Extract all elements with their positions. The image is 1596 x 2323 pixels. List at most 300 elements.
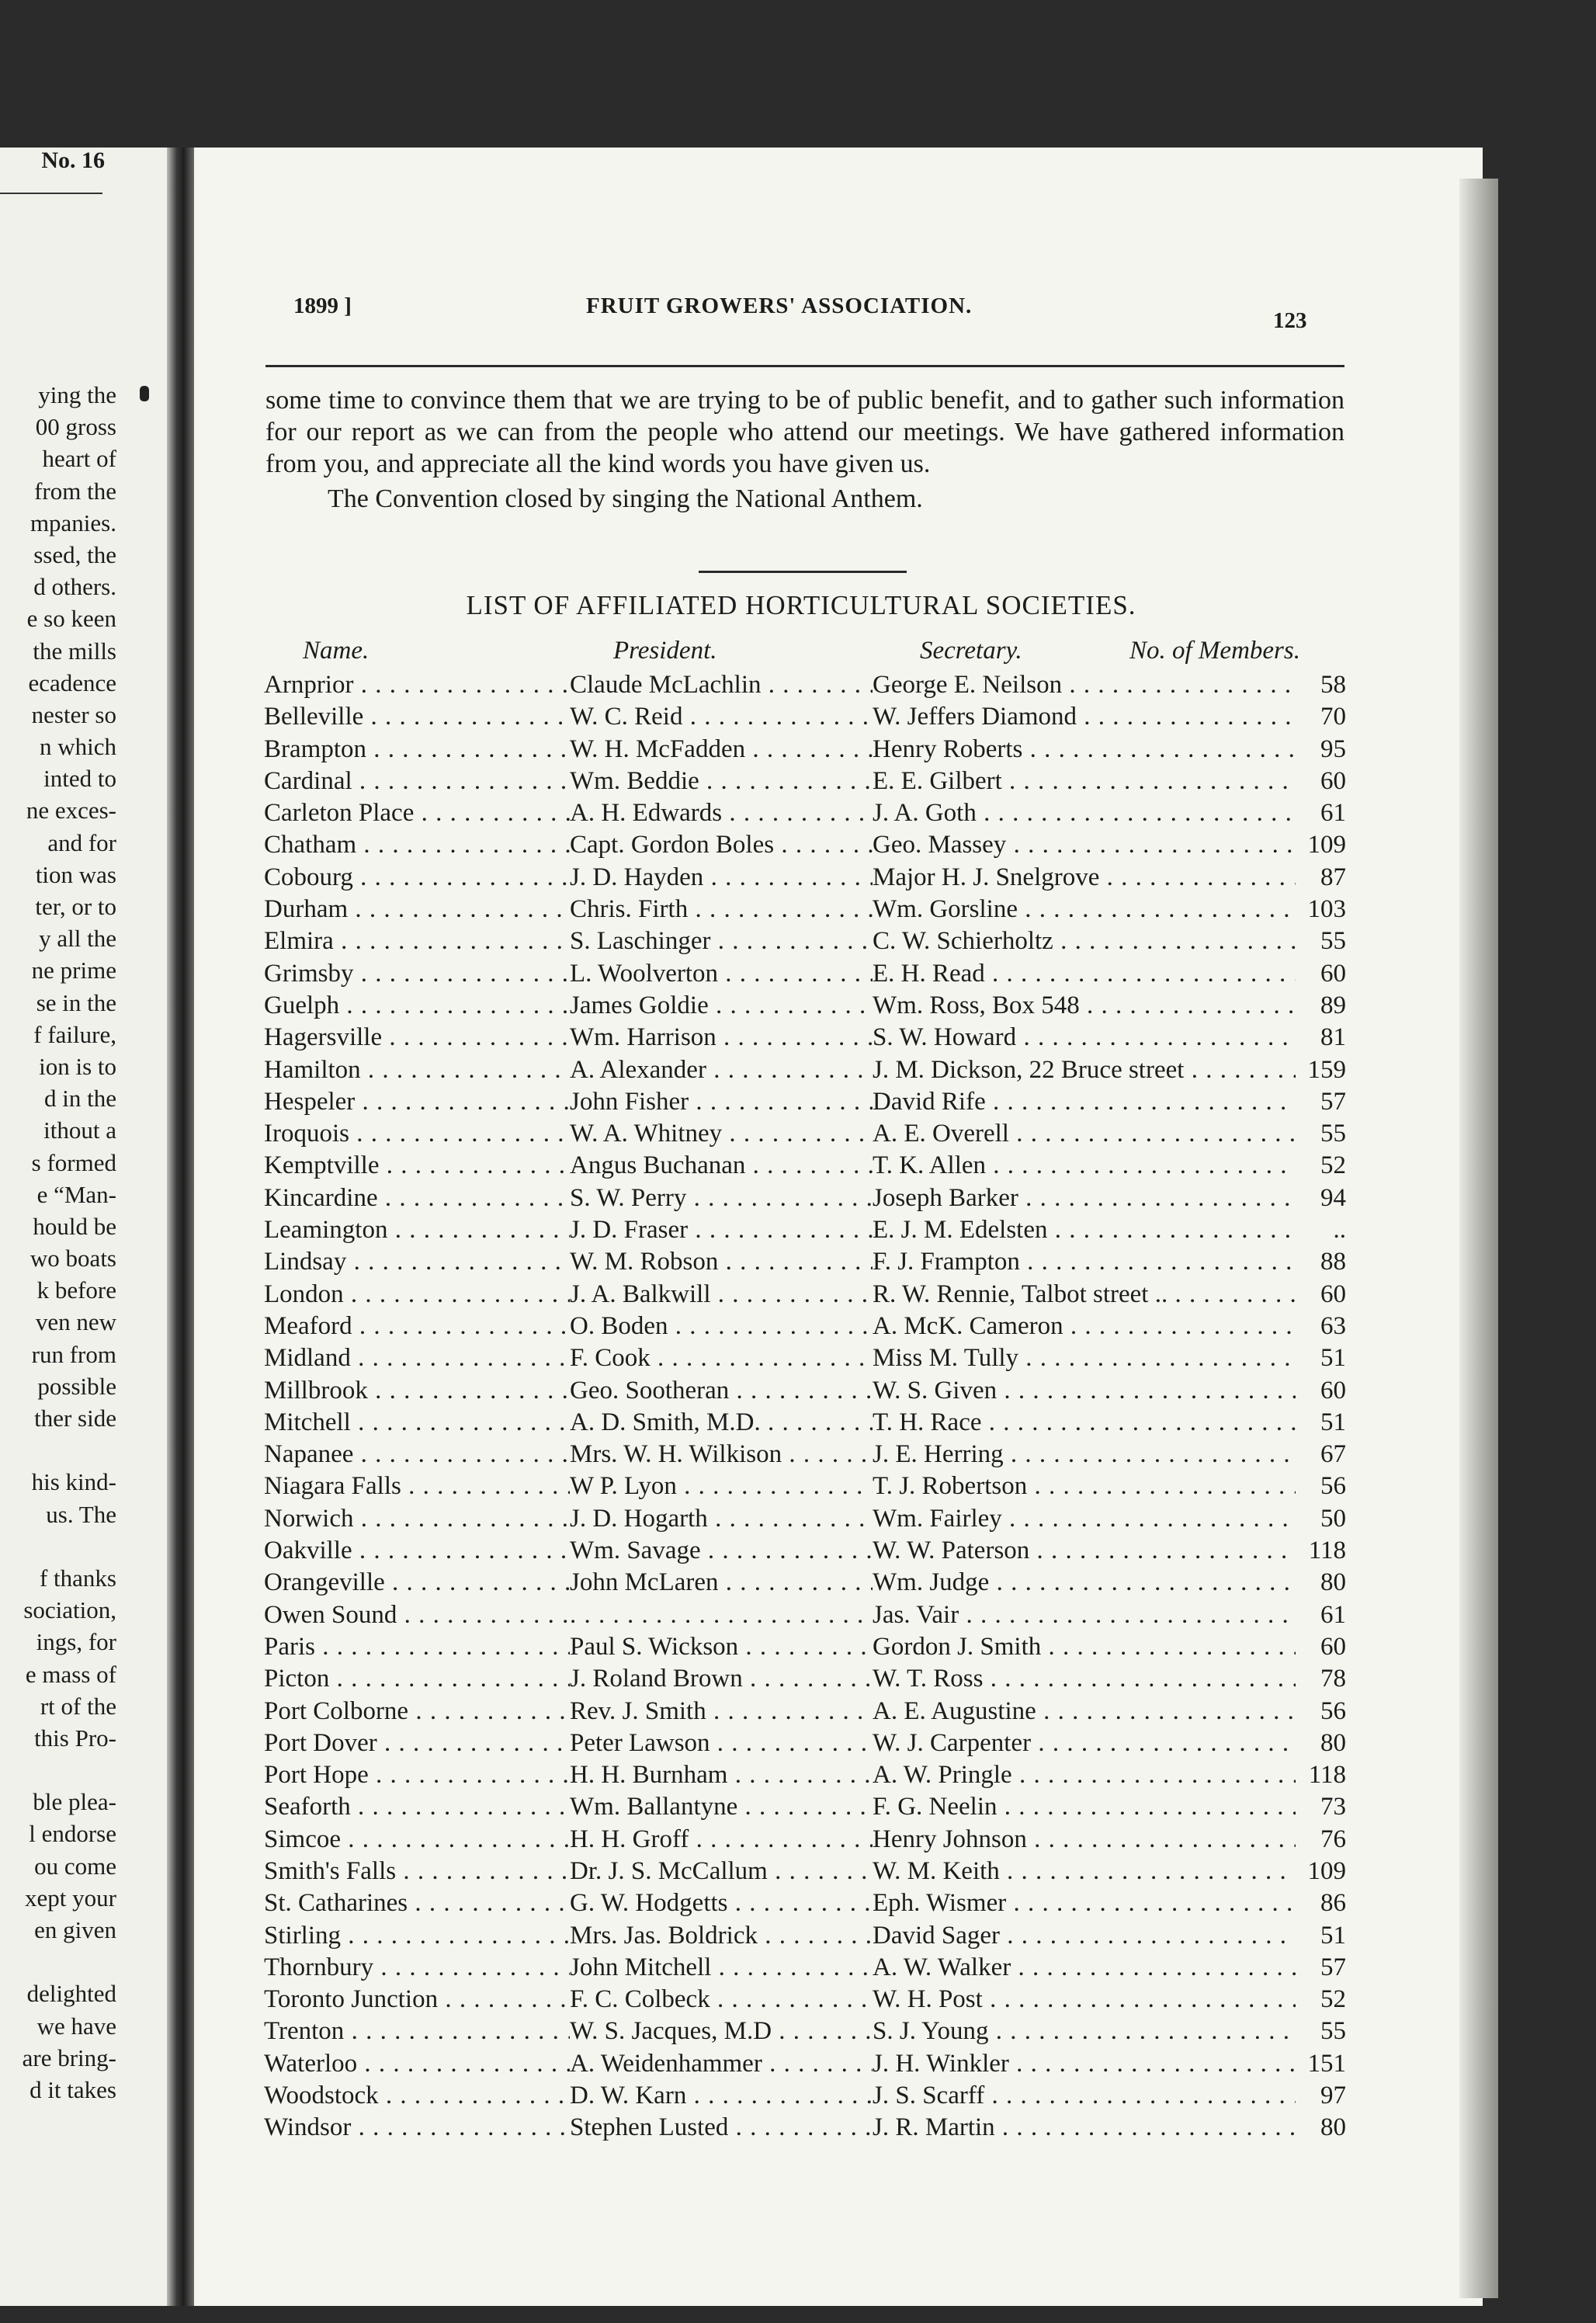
- society-name: Port Colborne: [264, 1696, 409, 1725]
- leader-dots: [351, 2113, 570, 2141]
- society-name: Arnprior: [264, 671, 354, 699]
- leader-dots: [377, 1729, 570, 1757]
- society-members: ..: [1333, 1216, 1346, 1245]
- society-name: Smith's Falls: [264, 1856, 397, 1885]
- society-secretary: Wm. Judge: [873, 1568, 990, 1597]
- society-name-cell: [264, 2016, 570, 2047]
- previous-page-line: are bring-: [22, 2043, 116, 2071]
- society-president: W. S. Jacques, M.D: [570, 2017, 772, 2046]
- society-name-cell: [264, 1952, 570, 1984]
- column-header-secretary: Secretary.: [920, 637, 1022, 665]
- leader-dots: [315, 1633, 570, 1661]
- society-name: Midland: [264, 1344, 351, 1373]
- society-president: F. Cook: [570, 1344, 651, 1373]
- society-president-cell: [570, 1631, 873, 1663]
- society-members-cell: [1296, 1375, 1346, 1407]
- previous-page-line: e “Man-: [36, 1180, 116, 1208]
- previous-page-line: delighted: [26, 1980, 116, 2008]
- leader-dots: [1053, 927, 1296, 955]
- society-president: John Fisher: [570, 1087, 689, 1116]
- leader-dots: [379, 2082, 570, 2109]
- leader-dots: [985, 960, 1296, 988]
- society-president-cell: [570, 1984, 873, 2016]
- leader-dots: [1002, 1505, 1296, 1533]
- table-row: [264, 862, 1347, 894]
- previous-page-line: y all the: [39, 925, 116, 953]
- intro-text: [265, 384, 1344, 515]
- society-president-cell: [570, 797, 873, 829]
- society-secretary: R. W. Rennie, Talbot street ..: [873, 1280, 1168, 1308]
- society-members-cell: [1296, 1696, 1346, 1727]
- previous-page-line: ssed, the: [33, 540, 116, 568]
- society-name: Lindsay: [264, 1248, 347, 1276]
- previous-page-line: ying the: [38, 381, 116, 408]
- society-members: 57: [1320, 1953, 1346, 1981]
- society-secretary-cell: [873, 1054, 1296, 1086]
- leader-dots: [686, 1184, 873, 1212]
- society-president-cell: [570, 1471, 873, 1502]
- previous-page-line: heart of: [42, 445, 116, 473]
- society-secretary-cell: [873, 1887, 1296, 1919]
- society-secretary: J. A. Goth: [873, 799, 977, 828]
- leader-dots: [1027, 1825, 1296, 1853]
- society-president: S. W. Perry: [570, 1183, 687, 1212]
- society-secretary-cell: [873, 1150, 1296, 1182]
- society-name: Kemptville: [264, 1151, 380, 1180]
- leader-dots: [1077, 703, 1296, 731]
- society-name-cell: [264, 701, 570, 733]
- leader-dots: [737, 1793, 873, 1821]
- society-members: 61: [1320, 1600, 1346, 1629]
- previous-page-line: [0, 1946, 116, 1978]
- leader-dots: [718, 960, 873, 988]
- society-name: Meaford: [264, 1311, 352, 1340]
- society-president-cell: [570, 990, 873, 1022]
- society-name-cell: [264, 1118, 570, 1150]
- society-members: 70: [1320, 703, 1346, 731]
- society-members-cell: [1296, 2048, 1346, 2080]
- previous-page-line: [0, 1530, 116, 1562]
- society-name: Durham: [264, 895, 349, 924]
- table-row: [264, 766, 1347, 797]
- society-name-cell: [264, 1920, 570, 1952]
- society-name-cell: [264, 1086, 570, 1118]
- society-members: 151: [1307, 2049, 1346, 2078]
- society-president: Peter Lawson: [570, 1728, 710, 1757]
- society-members: 55: [1320, 2017, 1346, 2046]
- society-secretary-cell: [873, 669, 1296, 701]
- society-name: Kincardine: [264, 1183, 378, 1212]
- leader-dots: [401, 1472, 570, 1500]
- society-members-cell: [1296, 1182, 1346, 1214]
- society-name-cell: [264, 829, 570, 861]
- society-members-cell: [1296, 829, 1346, 861]
- society-secretary: A. McK. Cameron: [873, 1311, 1063, 1340]
- society-secretary-cell: [873, 1631, 1296, 1663]
- society-secretary: Henry Johnson: [873, 1825, 1027, 1853]
- society-members: 56: [1320, 1696, 1346, 1725]
- table-row: [264, 2112, 1347, 2144]
- society-secretary-cell: [873, 1375, 1296, 1407]
- leader-dots: [738, 1633, 873, 1661]
- table-row: [264, 1439, 1347, 1471]
- table-row: [264, 829, 1347, 861]
- previous-page-line: ithout a: [43, 1116, 116, 1144]
- society-secretary: Gordon J. Smith: [873, 1632, 1042, 1661]
- table-row: [264, 1086, 1347, 1118]
- society-name-cell: [264, 2048, 570, 2080]
- leader-dots: [1168, 1280, 1296, 1308]
- society-secretary-cell: [873, 1022, 1296, 1054]
- previous-page-line: n which: [39, 733, 116, 761]
- society-secretary: Miss M. Tully: [873, 1344, 1019, 1373]
- previous-page-line: d others.: [33, 573, 116, 601]
- leader-dots: [986, 1088, 1296, 1116]
- society-president-cell: [570, 1311, 873, 1342]
- leader-dots: [1184, 1056, 1296, 1084]
- header-rule: [265, 365, 1344, 367]
- society-members-cell: [1296, 669, 1346, 701]
- society-members-cell: [1296, 1920, 1346, 1952]
- leader-dots: [989, 1568, 1296, 1596]
- society-president-cell: [570, 1503, 873, 1535]
- society-name: Leamington: [264, 1216, 388, 1245]
- table-row: [264, 1567, 1347, 1599]
- society-members-cell: [1296, 1599, 1346, 1631]
- leader-dots: [986, 1151, 1296, 1179]
- previous-page-line: ings, for: [36, 1628, 116, 1656]
- society-secretary-cell: [873, 1246, 1296, 1278]
- society-name-cell: [264, 1054, 570, 1086]
- society-president: F. C. Colbeck: [570, 1985, 710, 2014]
- society-members: 118: [1308, 1761, 1346, 1790]
- leader-dots: [1047, 1216, 1296, 1244]
- table-row: [264, 990, 1347, 1022]
- society-name: Hagersville: [264, 1023, 383, 1052]
- society-members-cell: [1296, 1246, 1346, 1278]
- society-members-cell: [1296, 766, 1346, 797]
- society-name-cell: [264, 1824, 570, 1856]
- society-members: 63: [1320, 1311, 1346, 1340]
- society-secretary: J. S. Scarff: [873, 2082, 985, 2110]
- leader-dots: [959, 1601, 1296, 1629]
- leader-dots: [353, 863, 570, 891]
- society-secretary: Major H. J. Snelgrove: [873, 863, 1100, 891]
- table-row: [264, 797, 1347, 829]
- society-name-cell: [264, 862, 570, 894]
- society-members: 88: [1320, 1248, 1346, 1276]
- society-president: J. D. Hayden: [570, 863, 704, 891]
- society-secretary-cell: [873, 766, 1296, 797]
- society-president-cell: [570, 1952, 873, 1984]
- society-president-cell: [570, 894, 873, 925]
- leader-dots: [689, 1825, 873, 1853]
- previous-page-line: tion was: [35, 860, 116, 888]
- society-president-cell: [570, 734, 873, 766]
- society-president-cell: [570, 1535, 873, 1567]
- leader-dots: [677, 1472, 873, 1500]
- society-name: Oakville: [264, 1537, 352, 1565]
- leader-dots: [982, 1408, 1296, 1436]
- previous-page-line: this Pro-: [34, 1724, 116, 1752]
- previous-page-line: run from: [31, 1340, 116, 1368]
- society-president: Wm. Savage: [570, 1537, 701, 1565]
- society-president: W. M. Robson: [570, 1248, 719, 1276]
- society-president-cell: [570, 669, 873, 701]
- leader-dots: [710, 927, 873, 955]
- previous-page-line: d it takes: [29, 2075, 116, 2103]
- leader-dots: [438, 1985, 570, 2013]
- society-name: Mitchell: [264, 1408, 351, 1436]
- society-members-cell: [1296, 1342, 1346, 1374]
- society-president-cell: [570, 2016, 873, 2047]
- previous-page-line: ven new: [35, 1308, 116, 1336]
- table-row: [264, 2016, 1347, 2047]
- society-president-cell: [570, 1727, 873, 1759]
- society-president-cell: [570, 1887, 873, 1919]
- society-president-cell: [570, 1150, 873, 1182]
- society-name-cell: [264, 1375, 570, 1407]
- society-members-cell: [1296, 1118, 1346, 1150]
- previous-page-line: sociation,: [23, 1596, 116, 1624]
- leader-dots: [351, 1344, 570, 1372]
- section-rule: [699, 571, 907, 573]
- society-members: 109: [1307, 1856, 1346, 1885]
- society-members-cell: [1296, 1503, 1346, 1535]
- society-members: 60: [1320, 1280, 1346, 1308]
- society-name-cell: [264, 1599, 570, 1631]
- society-secretary: S. J. Young: [873, 2017, 989, 2046]
- leader-dots: [339, 991, 570, 1019]
- previous-page-line: and for: [47, 828, 116, 856]
- society-president: Claude McLachlin: [570, 671, 762, 699]
- society-name-cell: [264, 1214, 570, 1246]
- society-secretary: J. R. Martin: [873, 2113, 995, 2142]
- society-members: 51: [1320, 1921, 1346, 1950]
- previous-page-line: f thanks: [39, 1564, 116, 1592]
- society-name-cell: [264, 1471, 570, 1502]
- leader-dots: [1062, 671, 1296, 699]
- society-members-cell: [1296, 1086, 1346, 1118]
- table-row: [264, 1599, 1347, 1631]
- table-row: [264, 1471, 1347, 1502]
- society-name-cell: [264, 1311, 570, 1342]
- society-secretary-cell: [873, 958, 1296, 990]
- table-row: [264, 1535, 1347, 1567]
- society-name: St. Catharines: [264, 1889, 408, 1918]
- table-row: [264, 1631, 1347, 1663]
- society-secretary: A. W. Walker: [873, 1953, 1011, 1981]
- society-name-cell: [264, 1984, 570, 2016]
- table-row: [264, 1696, 1347, 1727]
- society-secretary-cell: [873, 894, 1296, 925]
- leader-dots: [706, 1056, 873, 1084]
- society-secretary-cell: [873, 1407, 1296, 1439]
- leader-dots: [373, 1953, 570, 1981]
- header-title: FRUIT GROWERS' ASSOCIATION.: [586, 293, 973, 318]
- society-secretary: Henry Roberts: [873, 734, 1023, 763]
- society-president-cell: [570, 1696, 873, 1727]
- society-president: H. H. Groff: [570, 1825, 689, 1853]
- leader-dots: [668, 1312, 873, 1340]
- society-name: Norwich: [264, 1504, 354, 1533]
- society-president: O. Boden: [570, 1311, 668, 1340]
- leader-dots: [977, 799, 1296, 827]
- society-name-cell: [264, 1535, 570, 1567]
- society-secretary: David Sager: [873, 1921, 1001, 1950]
- society-president: J. D. Hogarth: [570, 1504, 708, 1533]
- society-members-cell: [1296, 1311, 1346, 1342]
- leader-dots: [1009, 2050, 1296, 2078]
- leader-dots: [706, 1697, 873, 1725]
- previous-page-line: rt of the: [40, 1692, 116, 1720]
- society-secretary: E. H. Read: [873, 959, 985, 988]
- society-members-cell: [1296, 990, 1346, 1022]
- society-president: L. Woolverton: [570, 959, 719, 988]
- society-president-cell: [570, 829, 873, 861]
- society-name-cell: [264, 1727, 570, 1759]
- leader-dots: [570, 1601, 873, 1629]
- leader-dots: [728, 2113, 873, 2141]
- society-name: Iroquois: [264, 1120, 349, 1148]
- society-name-cell: [264, 734, 570, 766]
- society-president: G. W. Hodgetts: [570, 1889, 728, 1918]
- previous-page-line: nester so: [31, 700, 116, 728]
- society-president: W. A. Whitney: [570, 1120, 723, 1148]
- previous-page-line: k before: [36, 1276, 116, 1304]
- society-name: Grimsby: [264, 959, 354, 988]
- society-president: Geo. Sootheran: [570, 1376, 730, 1405]
- society-secretary: W. S. Given: [873, 1376, 998, 1405]
- society-president-cell: [570, 1856, 873, 1887]
- society-president: H. H. Burnham: [570, 1761, 728, 1790]
- society-secretary: David Rife: [873, 1087, 986, 1116]
- society-name: Niagara Falls: [264, 1472, 401, 1501]
- society-name: Carleton Place: [264, 799, 415, 828]
- society-secretary: W. W. Paterson: [873, 1537, 1030, 1565]
- society-secretary-cell: [873, 1279, 1296, 1311]
- society-president: A. Alexander: [570, 1055, 706, 1084]
- leader-dots: [341, 1922, 570, 1950]
- leader-dots: [768, 1857, 873, 1885]
- society-president: James Goldie: [570, 991, 709, 1019]
- society-members: 60: [1320, 959, 1346, 988]
- leader-dots: [346, 1248, 570, 1276]
- society-president: S. Laschinger: [570, 927, 711, 956]
- leader-dots: [688, 895, 873, 923]
- previous-page-line: ne prime: [31, 957, 116, 984]
- society-members-cell: [1296, 734, 1346, 766]
- society-secretary-cell: [873, 2016, 1296, 2047]
- society-secretary: W. J. Carpenter: [873, 1728, 1032, 1757]
- society-secretary-cell: [873, 1439, 1296, 1471]
- society-members: 60: [1320, 766, 1346, 795]
- previous-page-line: e so keen: [26, 605, 116, 633]
- leader-dots: [357, 2050, 570, 2078]
- society-name: Guelph: [264, 991, 340, 1019]
- leader-dots: [1011, 1953, 1296, 1981]
- society-members: 80: [1320, 2113, 1346, 2142]
- table-row: [264, 1407, 1347, 1439]
- leader-dots: [349, 1120, 570, 1148]
- society-president-cell: [570, 1214, 873, 1246]
- leader-dots: [710, 1985, 873, 2013]
- society-secretary-cell: [873, 797, 1296, 829]
- society-name-cell: [264, 2112, 570, 2144]
- society-secretary: S. W. Howard: [873, 1023, 1017, 1052]
- society-secretary-cell: [873, 925, 1296, 957]
- leader-dots: [1002, 767, 1296, 795]
- society-members: 94: [1320, 1183, 1346, 1212]
- page-number: 123: [1273, 308, 1307, 333]
- society-secretary-cell: [873, 1984, 1296, 2016]
- society-name: Chatham: [264, 831, 357, 859]
- table-row: [264, 1727, 1347, 1759]
- leader-dots: [1022, 735, 1296, 763]
- society-members-cell: [1296, 1567, 1346, 1599]
- leader-dots: [352, 1312, 570, 1340]
- leader-dots: [1027, 1472, 1296, 1500]
- leader-dots: [385, 1568, 570, 1596]
- previous-page-line: [0, 1754, 116, 1786]
- society-members-cell: [1296, 1407, 1346, 1439]
- leader-dots: [329, 1665, 570, 1693]
- previous-page-line: 00 gross: [35, 413, 116, 441]
- previous-page-line: hould be: [33, 1212, 116, 1240]
- leader-dots: [363, 703, 570, 731]
- leader-dots: [353, 671, 570, 699]
- society-president: Wm. Harrison: [570, 1023, 716, 1052]
- society-secretary-cell: [873, 1118, 1296, 1150]
- society-members-cell: [1296, 958, 1346, 990]
- society-secretary: J. H. Winkler: [873, 2049, 1009, 2078]
- leader-dots: [1006, 1889, 1296, 1917]
- previous-page-text: [0, 379, 116, 2106]
- leader-dots: [348, 895, 570, 923]
- society-name: Trenton: [264, 2017, 345, 2046]
- society-president-cell: [570, 1599, 873, 1631]
- society-president-cell: [570, 701, 873, 733]
- leader-dots: [353, 1505, 570, 1533]
- leader-dots: [396, 1857, 570, 1885]
- society-name-cell: [264, 1022, 570, 1054]
- column-header-members: No. of Members.: [1129, 637, 1300, 665]
- leader-dots: [782, 1440, 873, 1468]
- society-name-cell: [264, 1182, 570, 1214]
- society-members: 109: [1307, 831, 1346, 859]
- society-members-cell: [1296, 2112, 1346, 2144]
- table-row: [264, 1759, 1347, 1791]
- leader-dots: [351, 1793, 570, 1821]
- leader-dots: [651, 1344, 873, 1372]
- society-name-cell: [264, 1759, 570, 1791]
- leader-dots: [1006, 831, 1296, 859]
- society-president: W. H. McFadden: [570, 734, 746, 763]
- leader-dots: [369, 1761, 570, 1789]
- leader-dots: [998, 1793, 1296, 1821]
- society-members: 76: [1320, 1825, 1346, 1853]
- society-president-cell: [570, 1246, 873, 1278]
- leader-dots: [708, 1505, 873, 1533]
- society-name-cell: [264, 1696, 570, 1727]
- society-secretary-cell: [873, 1311, 1296, 1342]
- leader-dots: [408, 1697, 570, 1725]
- society-president-cell: [570, 1824, 873, 1856]
- leader-dots: [989, 2017, 1296, 2045]
- society-name-cell: [264, 1887, 570, 1919]
- leader-dots: [995, 2113, 1296, 2141]
- table-row: [264, 1054, 1347, 1086]
